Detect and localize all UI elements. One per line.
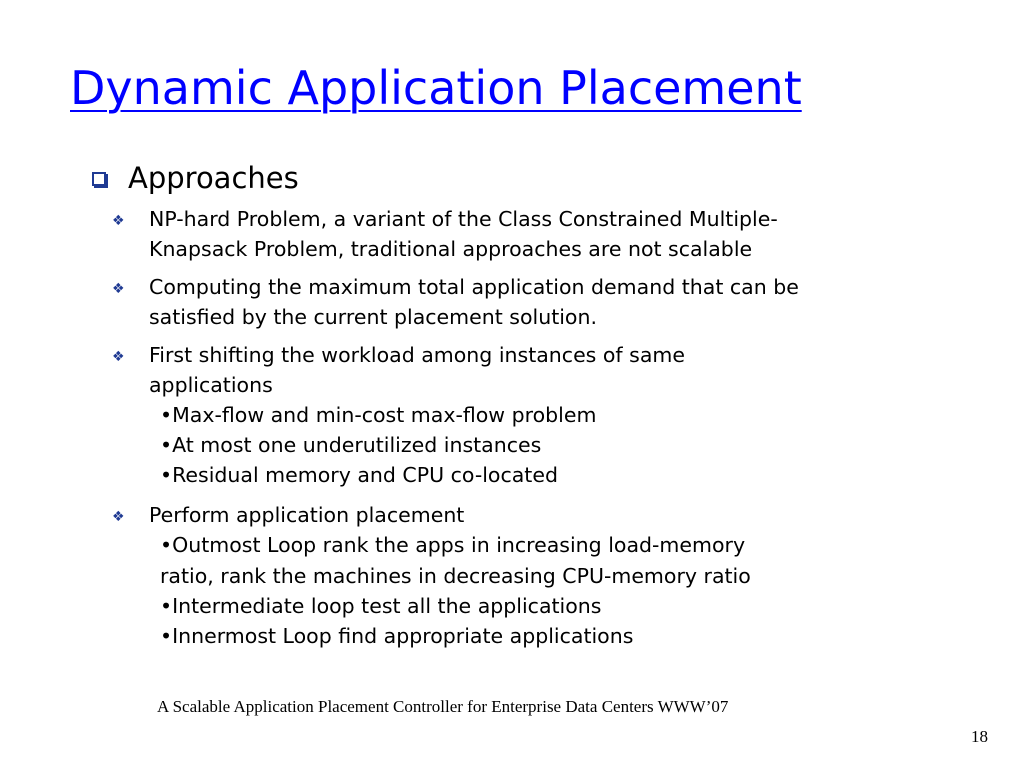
page-number: 18 bbox=[971, 727, 988, 746]
diamond-bullet-icon: ❖ bbox=[112, 509, 125, 525]
bullet-4-sub-2: ratio, rank the machines in decreasing CPU-memory ratio bbox=[160, 564, 751, 588]
diamond-bullet-icon: ❖ bbox=[112, 281, 125, 297]
bullet-4-line-1: Perform application placement bbox=[149, 503, 465, 527]
bullet-4-sub-4: •Innermost Loop find appropriate applications bbox=[160, 624, 634, 648]
bullet-3-sub-3: •Residual memory and CPU co-located bbox=[160, 463, 558, 487]
slide-footer-citation: A Scalable Application Placement Controller for Enterprise Data Centers WWW’07 bbox=[157, 697, 729, 716]
bullet-1-line-2: Knapsack Problem, traditional approaches are not scalable bbox=[149, 237, 753, 261]
bullet-4-sub-3: •Intermediate loop test all the applications bbox=[160, 594, 602, 618]
diamond-bullet-icon: ❖ bbox=[112, 213, 125, 229]
bullet-3-sub-1: •Max-flow and min-cost max-flow problem bbox=[160, 403, 597, 427]
square-box-icon bbox=[92, 172, 106, 186]
bullet-3-line-1: First shifting the workload among instances of same bbox=[149, 343, 685, 367]
bullet-3-sub-2: •At most one underutilized instances bbox=[160, 433, 542, 457]
bullet-3-line-2: applications bbox=[149, 373, 273, 397]
bullet-2-line-2: satisfied by the current placement solution. bbox=[149, 305, 597, 329]
bullet-2-line-1: Computing the maximum total application demand that can be bbox=[149, 275, 799, 299]
bullet-4-sub-1: •Outmost Loop rank the apps in increasing load-memory bbox=[160, 533, 746, 557]
bullet-1-line-1: NP-hard Problem, a variant of the Class Constrained Multiple- bbox=[149, 207, 778, 231]
diamond-bullet-icon: ❖ bbox=[112, 349, 125, 365]
heading-approaches: Approaches bbox=[128, 161, 299, 195]
slide-title: Dynamic Application Placement bbox=[70, 61, 802, 115]
